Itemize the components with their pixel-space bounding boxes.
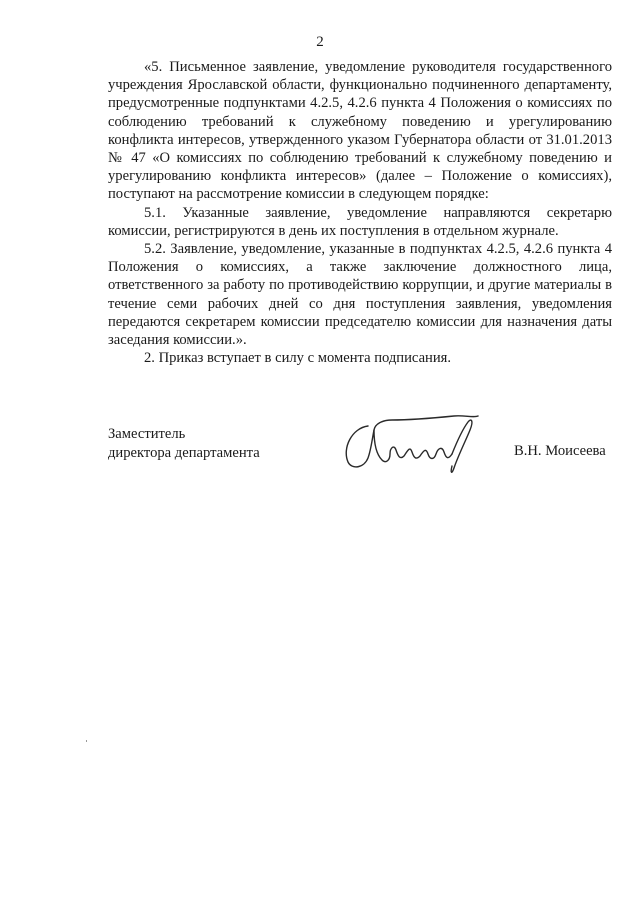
paragraph-order-effective: 2. Приказ вступает в силу с момента подписания.	[144, 350, 452, 367]
scan-speck	[86, 740, 87, 742]
page-number: 2	[316, 34, 324, 50]
signer-position	[108, 425, 260, 462]
document-body	[108, 58, 612, 367]
signer-name: В.Н. Моисеева	[514, 443, 606, 459]
paragraph-5: «5. Письменное заявление, уведомление руководителя государственного учреждения Ярославской области, функционально подчиненного департаменту, предусмотренные подпунктами 4.2.5, 4.2.6 пункта 4 Положения о комиссиях по соблюдению требований к служебному поведению и урегулированию конфликта интересов, утвержденного указом Губернатора области от 31.01.2013 № 47 «О комиссиях по соблюдению требований к служебному поведению и урегулированию конфликта интересов» (далее – Положение о комиссиях), поступают на рассмотрение комиссии в следующем порядке:	[108, 59, 612, 203]
paragraph-5-1: 5.1. Указанные заявление, уведомление направляются секретарю комиссии, регистрируются в день их поступления в отдельном журнале.	[108, 204, 612, 239]
paragraph-5-2: 5.2. Заявление, уведомление, указанные в подпунктах 4.2.5, 4.2.6 пункта 4 Положения о комиссиях, а также заключение должностного лица, ответственного за работу по противодействию коррупции, и другие материалы в течение семи рабочих дней со дня поступления заявления, уведомления передаются секретарем комиссии председателю комиссии для назначения даты заседания комиссии.».	[108, 241, 612, 349]
signer-title-line1: Заместитель	[108, 426, 186, 442]
handwritten-signature	[338, 408, 488, 476]
signer-title-line2: директора департамента	[108, 444, 260, 461]
